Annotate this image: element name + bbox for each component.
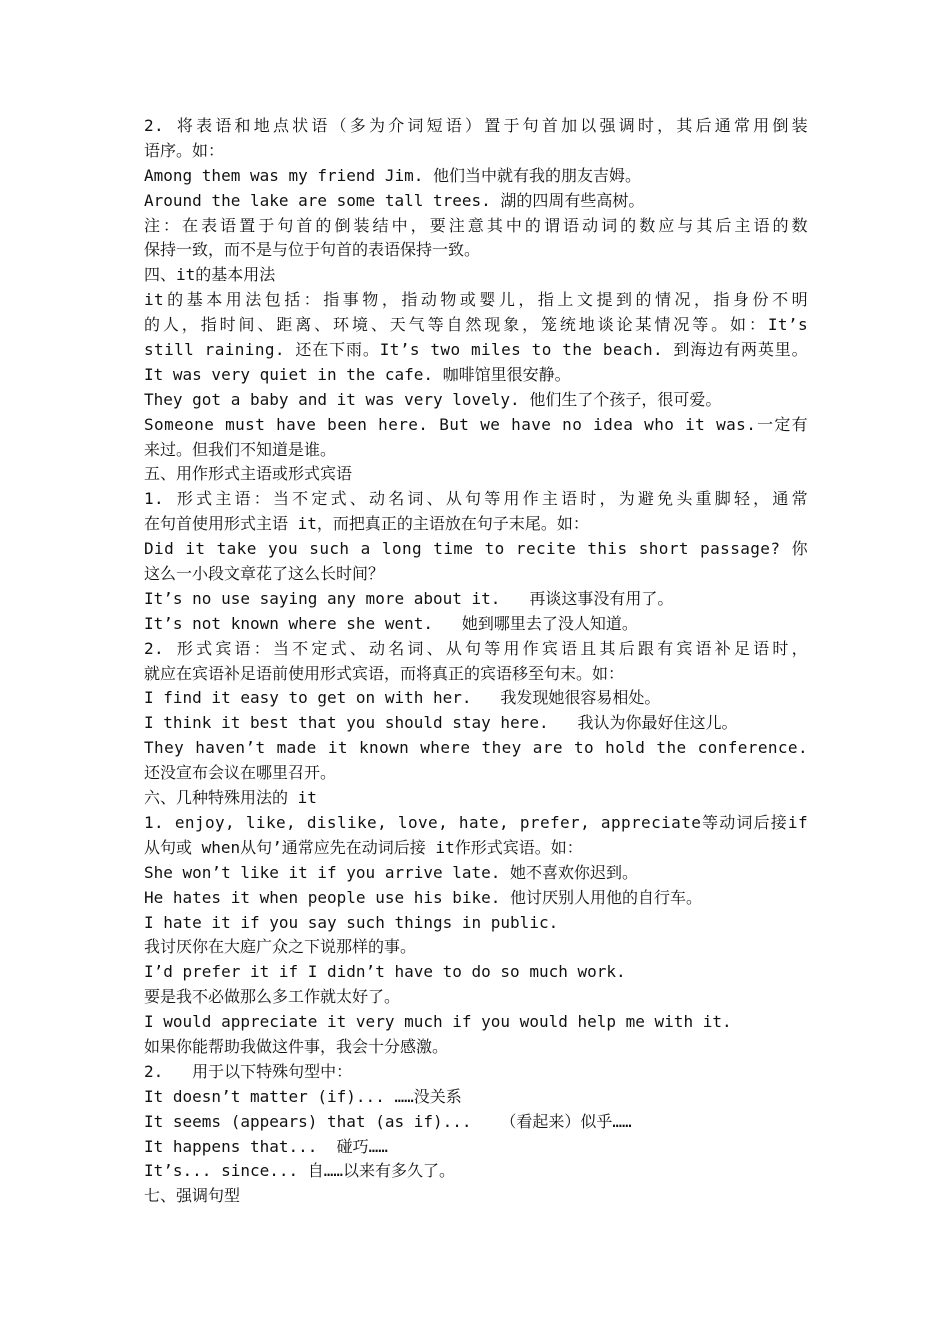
text-line: Did it take you such a long time to recite this short passage? 你: [144, 539, 808, 559]
text-line: 2. 用于以下特殊句型中：: [144, 1061, 353, 1081]
text-line: 还没宣布会议在哪里召开。: [144, 763, 337, 783]
text-line: 2. 将表语和地点状语（多为介词短语）置于句首加以强调时，其后通常用倒装: [144, 116, 808, 135]
document-page: [144, 114, 808, 1209]
text-line: He hates it when people use his bike. 他讨厌别人用他的自行车。: [144, 887, 703, 907]
text-line: It seems (appears) that (as if)... （看起来）似乎……: [144, 1111, 632, 1131]
text-line: 就应在宾语补足语前使用形式宾语，而将真正的宾语移至句末。如：: [144, 663, 625, 683]
section-heading: 七、强调句型: [144, 1186, 241, 1206]
text-line: 要是我不必做那么多工作就太好了。: [144, 987, 401, 1007]
section-heading: 四、it的基本用法: [144, 265, 276, 285]
text-line: 保持一致，而不是与位于句首的表语保持一致。: [144, 240, 481, 260]
text-line: still raining. 还在下雨。It’s two miles to the beach. 到海边有两英里。: [144, 340, 808, 360]
text-line: 语序。如：: [144, 140, 225, 160]
text-line: It’s... since... 自……以来有多久了。: [144, 1161, 456, 1181]
text-line: 在句首使用形式主语 it，而把真正的主语放在句子末尾。如：: [144, 514, 589, 534]
text-line: 1. 形式主语：当不定式、动名词、从句等用作主语时，为避免头重脚轻，通常: [144, 489, 808, 509]
text-line: They got a baby and it was very lovely. 他们生了个孩子，很可爱。: [144, 389, 722, 409]
text-line: Someone must have been here. But we have no idea who it was.一定有: [144, 414, 808, 434]
text-line: 1. enjoy, like, dislike, love, hate, prefer, appreciate等动词后接if: [144, 812, 808, 832]
text-line: It’s no use saying any more about it. 再谈这事没有用了。: [144, 588, 674, 608]
text-line: it的基本用法包括：指事物，指动物或婴儿，指上文提到的情况，指身份不明: [144, 290, 808, 310]
text-line: 这么一小段文章花了这么长时间？: [144, 564, 385, 584]
text-line: Around the lake are some tall trees. 湖的四周有些高树。: [144, 190, 645, 210]
text-line: I think it best that you should stay here. 我认为你最好住这儿。: [144, 713, 738, 733]
text-line: I would appreciate it very much if you would help me with it.: [144, 1012, 732, 1032]
text-line: I hate it if you say such things in public.: [144, 912, 559, 932]
text-line: I’d prefer it if I didn’t have to do so much work.: [144, 962, 626, 982]
text-line: It happens that... 碰巧……: [144, 1136, 388, 1156]
text-line: She won’t like it if you arrive late. 她不喜欢你迟到。: [144, 862, 639, 882]
text-line: 的人，指时间、距离、环境、天气等自然现象，笼统地谈论某情况等。如：It’s: [144, 315, 808, 335]
section-heading: 五、用作形式主语或形式宾语: [144, 464, 353, 484]
section-heading: 六、几种特殊用法的 it: [144, 788, 317, 808]
text-line: Among them was my friend Jim. 他们当中就有我的朋友吉姆。: [144, 165, 641, 185]
text-line: 注：在表语置于句首的倒装结中，要注意其中的谓语动词的数应与其后主语的数: [144, 215, 808, 235]
text-line: 从句或 when从句’通常应先在动词后接 it作形式宾语。如：: [144, 837, 583, 857]
text-line: I find it easy to get on with her. 我发现她很容易相处。: [144, 688, 661, 708]
text-line: They haven’t made it known where they are to hold the conference.: [144, 738, 808, 758]
text-line: 2. 形式宾语：当不定式、动名词、从句等用作宾语且其后跟有宾语补足语时，: [144, 638, 808, 658]
text-line: 来过。但我们不知道是谁。: [144, 439, 337, 459]
text-line: It doesn’t matter (if)... ……没关系: [144, 1086, 462, 1106]
text-line: 我讨厌你在大庭广众之下说那样的事。: [144, 937, 417, 957]
text-line: It was very quiet in the cafe. 咖啡馆里很安静。: [144, 364, 571, 384]
text-line: 如果你能帮助我做这件事，我会十分感激。: [144, 1036, 449, 1056]
text-line: It’s not known where she went. 她到哪里去了没人知道。: [144, 613, 638, 633]
